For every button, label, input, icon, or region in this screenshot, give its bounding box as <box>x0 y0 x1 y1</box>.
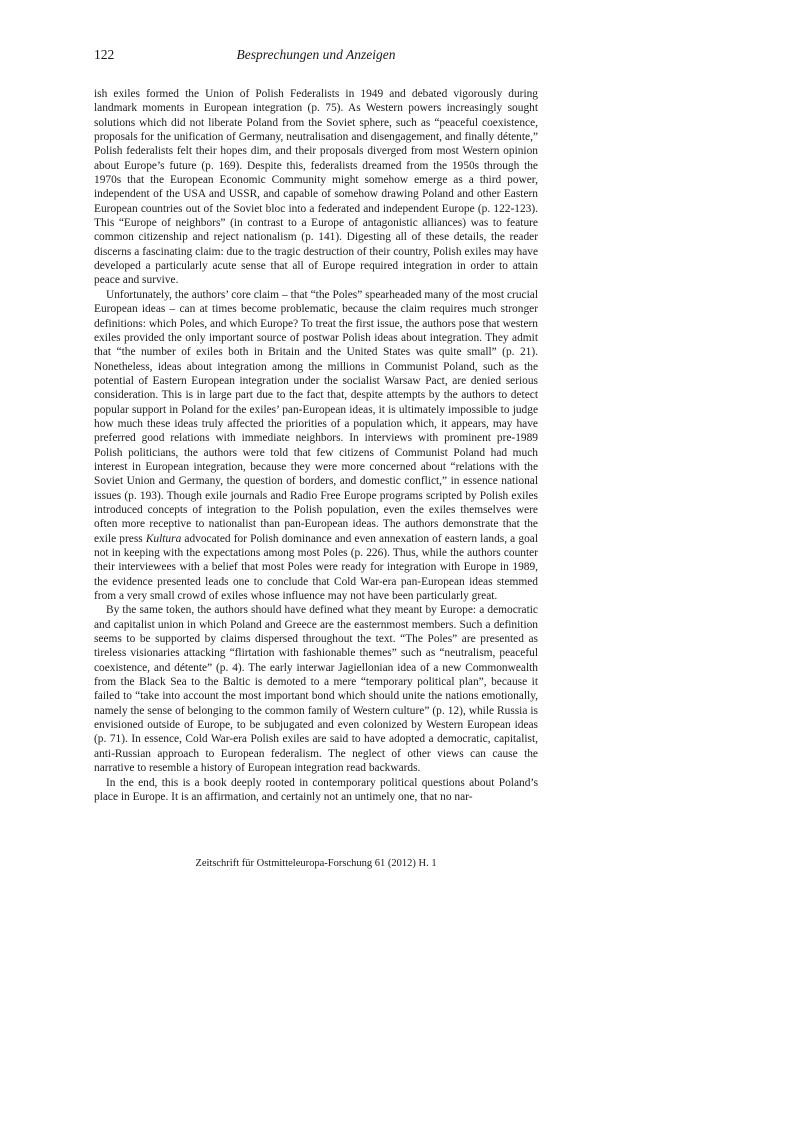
paragraph-3: By the same token, the authors should have defined what they meant by Europe: a democratic and capitalist union in which Poland and Greece are the easternmost members. Such a definition seems to be supported by claims dispersed throughout the text. “The Poles” are presented as tireless visionaries attacking “flirtation with fashionable themes” such as “neutralism, peaceful coexistence, and détente” (p. 4). The early interwar Jagiellonian idea of a new Commonwealth from the Black Sea to the Baltic is demoted to a mere “temporary political plan”, because it failed to “take into account the most important bond which should unite the nations emotionally, namely the sense of belonging to the common family of Western culture” (p. 12), while Russia is envisioned outside of Europe, to be subjugated and even colonized by Western European ideas (p. 71). In essence, Cold War-era Polish exiles are said to have adopted a democratic, capitalist, anti-Russian approach to European federalism. The neglect of other views can cause the narrative to resemble a history of European integration read backwards. <box>94 604 538 775</box>
paragraph-2 <box>94 288 538 604</box>
article-body <box>94 87 538 804</box>
paragraph-4: In the end, this is a book deeply rooted in contemporary political questions about Poland’s place in Europe. It is an affirmation, and certainly not an untimely one, that no nar- <box>94 776 538 803</box>
paragraph-2-text-a: Unfortunately, the authors’ core claim – that “the Poles” spearheaded many of the most crucial European ideas – can at times become problematic, because the claim requires much stronger definitions: which Poles, and which Europe? To treat the first issue, the authors pose that western exiles provided the only important source of postwar Polish ideas about integration. They admit that “the number of exiles both in Britain and the United States was quite small” (p. 21). Nonetheless, ideas about integration among the millions in Communist Poland, such as the potential of Eastern European integration under the socialist Warsaw Pact, are denied serious consideration. This is in large part due to the fact that, despite attempts by the authors to detect popular support in Poland for the exiles’ pan-European ideas, it is ultimately impossible to judge how much these ideas truly affected the priorities of a population which, it appears, may have preferred good relations with immediate neighbors. In interviews with prominent pre-1989 Polish politicians, the authors were told that few citizens of Communist Poland had much interest in European integration, because they were more concerned about “relations with the Soviet Union and Germany, the question of borders, and domestic conflict,” in essence national issues (p. 193). Though exile journals and Radio Free Europe programs scripted by Polish exiles introduced concepts of integration to the Polish population, even the exiles themselves were often more receptive to nationalist than pan-European ideas. The authors demonstrate that the exile press <box>94 288 538 545</box>
page-header <box>94 47 538 67</box>
running-title: Besprechungen und Anzeigen <box>236 47 396 62</box>
paragraph-1: ish exiles formed the Union of Polish Federalists in 1949 and debated vigorously during landmark moments in European integration (p. 75). As Western powers increasingly sought solutions which did not liberate Poland from the Soviet sphere, such as “peaceful coexistence, proposals for the unification of Germany, neutralisation and disengagement, and finally détente,” Polish federalists felt their hopes dim, and their proposals diverged from most Western opinion about Europe’s future (p. 169). Despite this, federalists dreamed from the 1950s through the 1970s that the European Economic Community might somehow emerge as a third power, independent of the USA and USSR, and capable of somehow drawing Poland and other Eastern European countries out of the Soviet bloc into a federated and independent Europe (p. 122-123). This “Europe of neighbors” (in contrast to a Europe of antagonistic alliances) was to feature common citizenship and reject nationalism (p. 141). Digesting all of these details, the reader discerns a fascinating claim: due to the tragic destruction of their country, Polish exiles may have developed a particularly acute sense that all of Europe required integration in order to attain peace and survive. <box>94 88 538 287</box>
journal-title-kultura: Kultura <box>145 532 182 545</box>
page-footer: Zeitschrift für Ostmitteleuropa-Forschung 61 (2012) H. 1 <box>195 858 437 869</box>
paragraph-2-text-b: advocated for Polish dominance and even annexation of eastern lands, a goal not in keeping with the expectations among most Poles (p. 226). Thus, while the authors counter their interviewees with a belief that most Poles were ready for integration with Europe in 1989, the evidence presented leads one to conclude that Cold War-era pan-European ideas stemmed from a very small crowd of exiles whose influence may not have been particularly great. <box>94 532 538 603</box>
page-number: 122 <box>94 47 115 62</box>
